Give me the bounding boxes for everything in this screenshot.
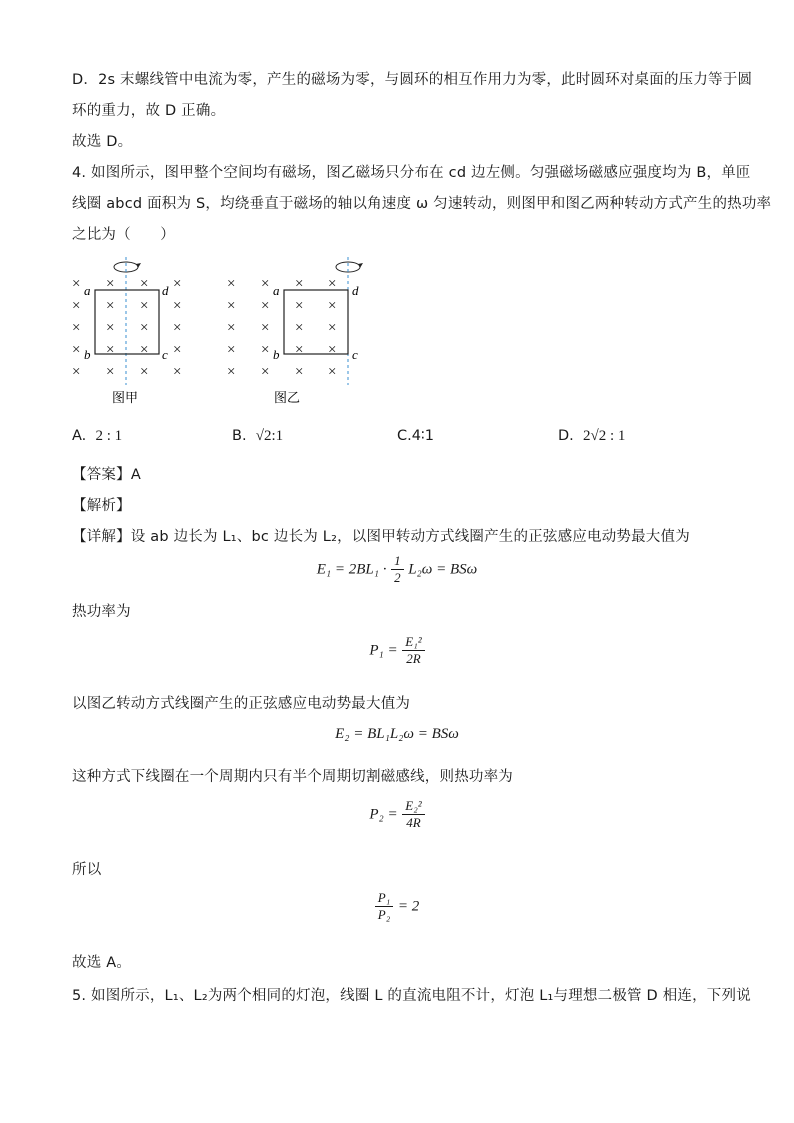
field-x-mark: × xyxy=(106,276,115,292)
option-d[interactable] xyxy=(558,428,625,445)
field-x-mark: × xyxy=(328,342,337,358)
option-d-text: 2√2 : 1 xyxy=(583,428,626,444)
field-x-mark: × xyxy=(295,276,304,292)
field-x-mark: × xyxy=(227,320,236,336)
eq5-frac: $\frac{\text{P₁}}{\text{P₂}}$ xyxy=(375,890,393,923)
field-x-mark: × xyxy=(140,364,149,380)
option-b-text: √2:1 xyxy=(255,428,284,444)
field-x-mark: × xyxy=(106,364,115,380)
figure-yi xyxy=(227,257,363,385)
option-c-text: 4∶1 xyxy=(411,428,434,444)
coil-abcd xyxy=(284,290,348,354)
q3-choose: 故选 D。 xyxy=(72,134,133,150)
field-x-mark: × xyxy=(140,276,149,292)
equation-p2 xyxy=(0,798,794,831)
equation-p1 xyxy=(0,634,794,667)
q4-choose: 故选 A。 xyxy=(72,955,132,971)
label-d-yi: d xyxy=(352,283,359,298)
field-x-mark: × xyxy=(72,320,81,336)
field-x-mark: × xyxy=(140,320,149,336)
q5-stem-line1: 5. 如图所示，L₁、L₂为两个相同的灯泡，线圈 L 的直流电阻不计，灯泡 L₁与理想二极管 D 相连，下列说 xyxy=(72,988,751,1004)
field-x-mark: × xyxy=(261,364,270,380)
field-x-mark: × xyxy=(106,342,115,358)
field-x-mark: × xyxy=(140,342,149,358)
answer-value: A xyxy=(130,467,141,483)
q4-figure xyxy=(62,255,382,405)
field-x-mark: × xyxy=(328,276,337,292)
option-b-letter: B. xyxy=(232,428,247,444)
eq1-right: L₂ω = BSω xyxy=(408,561,478,578)
field-x-mark: × xyxy=(261,298,270,314)
field-x-mark: × xyxy=(106,320,115,336)
answer-tag: 【答案】 xyxy=(72,467,131,483)
equation-e2: E₂ = BL₁L₂ω = BSω xyxy=(335,726,459,742)
q4-stem-line3: 之比为（ ） xyxy=(72,227,175,243)
heat-power-label: 热功率为 xyxy=(72,604,131,620)
field-x-mark: × xyxy=(328,364,337,380)
field-x-mark: × xyxy=(106,298,115,314)
so-label: 所以 xyxy=(72,862,102,878)
figure-jia xyxy=(72,257,181,385)
eq1-frac: $\frac{1}{2}$ xyxy=(391,553,404,586)
field-x-mark: × xyxy=(173,364,182,380)
analysis-tag: 【解析】 xyxy=(72,498,131,514)
field-x-mark: × xyxy=(173,298,182,314)
field-x-mark: × xyxy=(261,276,270,292)
option-c[interactable] xyxy=(397,428,434,444)
field-x-mark: × xyxy=(227,342,236,358)
eq2-left: P₁ = xyxy=(369,642,398,659)
field-x-mark: × xyxy=(173,320,182,336)
field-x-mark: × xyxy=(140,298,149,314)
field-x-mark: × xyxy=(72,364,81,380)
label-a-jia: a xyxy=(84,283,91,298)
half-period-line: 这种方式下线圈在一个周期内只有半个周期切割磁感线，则热功率为 xyxy=(72,769,513,785)
field-x-mark: × xyxy=(295,298,304,314)
label-c-yi: c xyxy=(352,347,358,362)
field-x-mark: × xyxy=(328,298,337,314)
equation-e1 xyxy=(0,553,794,586)
option-a-letter: A. xyxy=(72,428,87,444)
field-x-mark: × xyxy=(227,298,236,314)
eq1-left: E₁ = 2BL₁ · xyxy=(316,561,387,578)
option-c-letter: C. xyxy=(397,428,412,444)
field-x-mark: × xyxy=(173,342,182,358)
option-d-letter: D. xyxy=(558,428,574,444)
q4-stem-line1: 4. 如图所示，图甲整个空间均有磁场，图乙磁场只分布在 cd 边左侧。匀强磁场磁感应强度均为 B，单匝 xyxy=(72,165,751,181)
detail-line: 【详解】设 ab 边长为 L₁、bc 边长为 L₂，以图甲转动方式线圈产生的正弦感应电动势最大值为 xyxy=(72,529,690,545)
eq4-left: P₂ = xyxy=(369,806,398,823)
label-b-yi: b xyxy=(273,347,280,362)
field-marks xyxy=(227,276,336,380)
field-x-mark: × xyxy=(173,276,182,292)
option-a[interactable] xyxy=(72,428,122,445)
field-x-mark: × xyxy=(328,320,337,336)
field-x-mark: × xyxy=(227,364,236,380)
yi-line: 以图乙转动方式线圈产生的正弦感应电动势最大值为 xyxy=(72,696,411,712)
label-a-yi: a xyxy=(273,283,280,298)
caption-jia: 图甲 xyxy=(112,390,139,405)
rotation-arrow-icon xyxy=(114,262,141,272)
answer-line xyxy=(72,463,141,484)
field-x-mark: × xyxy=(295,364,304,380)
coil-abcd xyxy=(95,290,159,354)
field-x-mark: × xyxy=(295,320,304,336)
field-x-mark: × xyxy=(295,342,304,358)
field-x-mark: × xyxy=(227,276,236,292)
option-b[interactable] xyxy=(232,428,283,445)
eq2-frac: $\frac{\text{E₁²}}{2R}$ xyxy=(402,634,424,667)
rotation-arrow-icon xyxy=(336,262,363,272)
q4-stem-line2: 线圈 abcd 面积为 S，均绕垂直于磁场的轴以角速度 ω 匀速转动，则图甲和图乙两种转动方式产生的热功率 xyxy=(72,196,772,212)
q3-option-d-line2: 环的重力，故 D 正确。 xyxy=(72,103,226,119)
option-a-text: 2 : 1 xyxy=(95,428,123,444)
q3-option-d-line1: D．2s 末螺线管中电流为零，产生的磁场为零，与圆环的相互作用力为零，此时圆环对桌面的压力等于圆 xyxy=(72,72,753,88)
field-x-mark: × xyxy=(72,298,81,314)
field-x-mark: × xyxy=(72,276,81,292)
eq4-frac: $\frac{\text{E₂²}}{4R}$ xyxy=(402,798,424,831)
field-x-mark: × xyxy=(72,342,81,358)
eq5-right: = 2 xyxy=(397,898,420,915)
field-x-mark: × xyxy=(261,342,270,358)
equation-ratio xyxy=(0,890,794,923)
label-d-jia: d xyxy=(162,283,169,298)
field-x-mark: × xyxy=(261,320,270,336)
label-b-jia: b xyxy=(84,347,91,362)
caption-yi: 图乙 xyxy=(274,390,301,405)
label-c-jia: c xyxy=(162,347,168,362)
